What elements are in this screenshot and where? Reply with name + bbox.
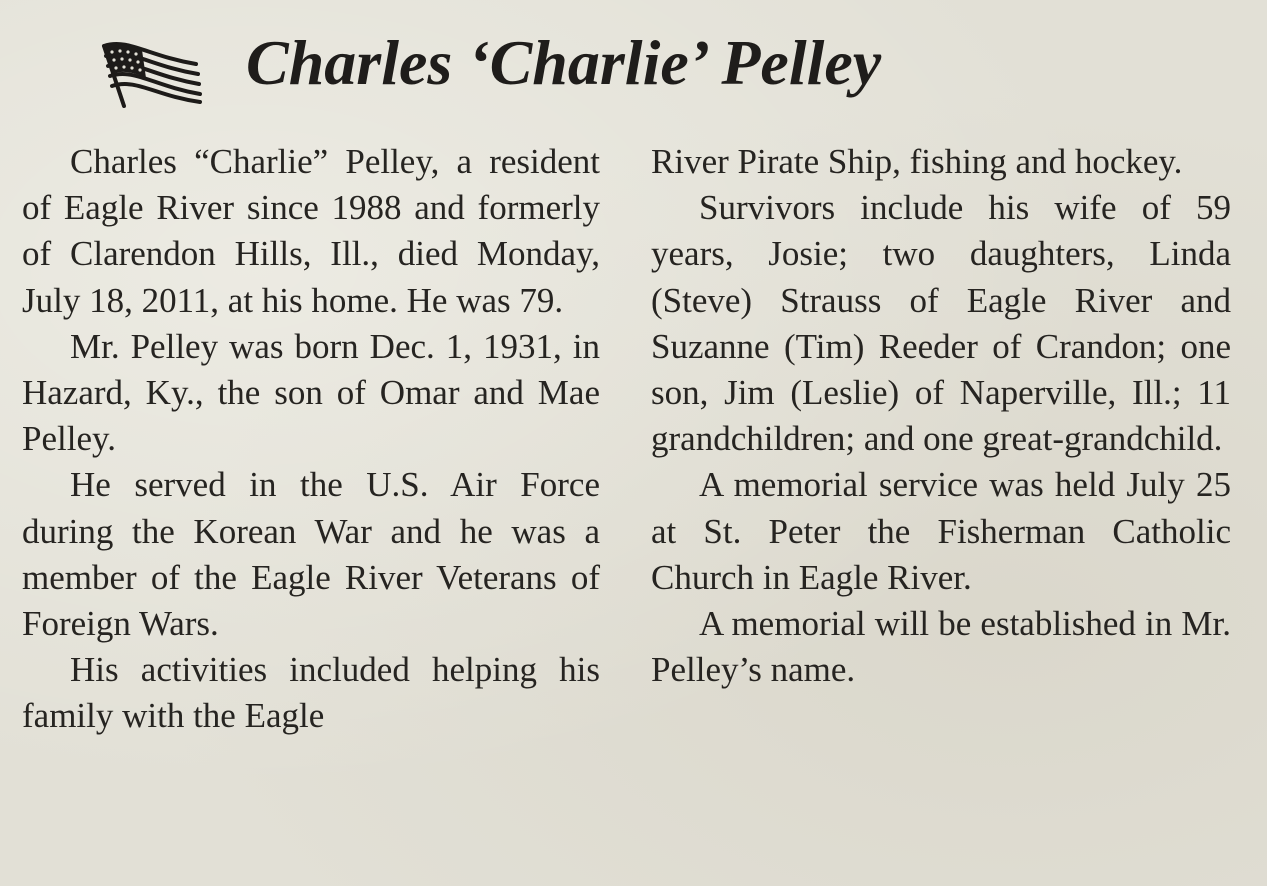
obituary-title: Charles ‘Charlie’ Pelley xyxy=(246,27,882,98)
paragraph-memorial-fund: A memorial will be established in Mr. Pelley’s name. xyxy=(651,604,1231,690)
paragraph-intro: Charles “Charlie” Pelley, a resident of Eagle River since 1988 and formerly of Clarendon Hills, Ill., died Monday, July 18, 2011, at his home. He was 79. xyxy=(22,142,600,320)
american-flag-icon xyxy=(98,34,202,108)
right-column xyxy=(651,139,1231,693)
paragraph-military-service: He served in the U.S. Air Force during the Korean War and he was a member of the Eagle River Veterans of Foreign Wars. xyxy=(22,465,600,644)
obituary-header xyxy=(0,14,1267,124)
paragraph-activities: His activities included helping his family with the Eagle xyxy=(22,650,600,736)
paragraph-memorial-service: A memorial service was held July 25 at St. Peter the Fisherman Catholic Church in Eagle River. xyxy=(651,465,1231,597)
paragraph-survivors: Survivors include his wife of 59 years, Josie; two daughters, Linda (Steve) Strauss of Eagle River and Suzanne (Tim) Reeder of Crandon; one son, Jim (Leslie) of Naperville, Ill.; 11 grandchildren; and one great-grandchild. xyxy=(651,188,1231,459)
paragraph-activities-continued: River Pirate Ship, fishing and hockey. xyxy=(651,142,1183,181)
paragraph-birth: Mr. Pelley was born Dec. 1, 1931, in Hazard, Ky., the son of Omar and Mae Pelley. xyxy=(22,326,600,459)
left-column xyxy=(22,139,600,740)
